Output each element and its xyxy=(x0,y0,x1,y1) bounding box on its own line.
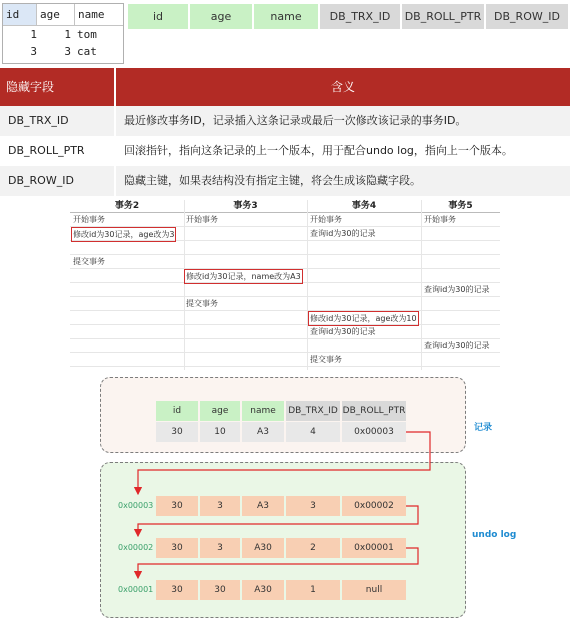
hidden-field-name: DB_ROW_ID xyxy=(0,166,114,196)
tx4-step: 查询id为30的记录 xyxy=(310,229,376,238)
strip-col-name: name xyxy=(254,4,318,29)
undo-value: 0x00001 xyxy=(342,538,406,558)
mini-cell: 1 xyxy=(30,28,37,41)
tx-header-4: 事务4 xyxy=(351,201,377,211)
tx5-step: 开始事务 xyxy=(424,215,456,224)
record-header-age: age xyxy=(200,401,240,421)
undo-value: 30 xyxy=(156,580,198,600)
record-header-db-roll-ptr: DB_ROLL_PTR xyxy=(342,401,406,421)
undo-log-label: undo log xyxy=(472,530,517,540)
hidden-field-meaning: 最近修改事务ID，记录插入这条记录或最后一次修改该记录的事务ID。 xyxy=(116,106,570,136)
hidden-field-name: DB_TRX_ID xyxy=(0,106,114,136)
tx4-step: 查询id为30的记录 xyxy=(310,327,376,336)
undo-value: A30 xyxy=(242,580,284,600)
tx2-step: 开始事务 xyxy=(73,215,105,224)
arrow-undo1-to-undo2 xyxy=(138,506,418,536)
tx4-step-highlight: 修改id为30记录，age改为10 xyxy=(308,311,419,326)
undo-value: 30 xyxy=(200,580,240,600)
record-value: 0x00003 xyxy=(342,422,406,442)
hidden-fields-header-field: 隐藏字段 xyxy=(0,68,114,106)
mini-cell: 1 xyxy=(64,28,71,41)
strip-col-db-roll-ptr: DB_ROLL_PTR xyxy=(402,4,484,29)
tx3-step: 提交事务 xyxy=(186,299,218,308)
hidden-field-name: DB_ROLL_PTR xyxy=(8,144,85,157)
mini-cell: 3 xyxy=(30,45,37,58)
undo-value: 30 xyxy=(156,538,198,558)
tx5-step: 查询id为30的记录 xyxy=(424,341,490,350)
undo-value: 3 xyxy=(286,496,340,516)
tx5-step: 查询id为30的记录 xyxy=(424,285,490,294)
record-value: A3 xyxy=(242,422,284,442)
arrow-record-to-undo1 xyxy=(138,432,430,494)
undo-address: 0x00003 xyxy=(118,501,154,510)
record-header-db-trx-id: DB_TRX_ID xyxy=(286,401,340,421)
record-value: 10 xyxy=(200,422,240,442)
mini-cell: cat xyxy=(77,45,97,58)
tx3-step-highlight: 修改id为30记录，name改为A3 xyxy=(184,269,303,284)
hidden-fields-header-meaning: 含义 xyxy=(116,68,570,106)
tx-header-3: 事务3 xyxy=(233,201,258,211)
undo-value: null xyxy=(342,580,406,600)
undo-value: 30 xyxy=(156,496,198,516)
mini-header-age: age xyxy=(37,4,75,26)
undo-value: 0x00002 xyxy=(342,496,406,516)
tx2-step-highlight: 修改id为30记录，age改为3 xyxy=(71,227,176,242)
mini-cell: tom xyxy=(77,28,97,41)
undo-value: A3 xyxy=(242,496,284,516)
undo-value: 1 xyxy=(286,580,340,600)
arrow-undo2-to-undo3 xyxy=(138,548,418,578)
undo-value: 2 xyxy=(286,538,340,558)
tx4-step: 开始事务 xyxy=(310,215,342,224)
tx3-step: 开始事务 xyxy=(186,215,218,224)
record-header-name: name xyxy=(242,401,284,421)
undo-value: A30 xyxy=(242,538,284,558)
strip-col-id: id xyxy=(128,4,188,29)
record-header-id: id xyxy=(156,401,198,421)
tx-header-5: 事务5 xyxy=(448,201,473,211)
tx4-step: 提交事务 xyxy=(310,355,342,364)
tx2-step: 提交事务 xyxy=(73,257,105,266)
record-value: 4 xyxy=(286,422,340,442)
hidden-field-meaning: 回滚指针，指向这条记录的上一个版本，用于配合undo log，指向上一个版本。 xyxy=(124,144,513,157)
undo-address: 0x00002 xyxy=(118,543,154,552)
strip-col-db-row-id: DB_ROW_ID xyxy=(486,4,568,29)
undo-address: 0x00001 xyxy=(118,585,154,594)
undo-value: 3 xyxy=(200,538,240,558)
strip-col-age: age xyxy=(190,4,252,29)
mini-header-id: id xyxy=(3,4,37,26)
record-value: 30 xyxy=(156,422,198,442)
strip-col-db-trx-id: DB_TRX_ID xyxy=(320,4,400,29)
record-label: 记录 xyxy=(474,423,493,433)
hidden-field-meaning: 隐藏主键，如果表结构没有指定主键，将会生成该隐藏字段。 xyxy=(116,166,570,196)
undo-value: 3 xyxy=(200,496,240,516)
tx-header-2: 事务2 xyxy=(114,201,140,211)
mini-cell: 3 xyxy=(64,45,71,58)
mini-header-name: name xyxy=(75,4,123,26)
